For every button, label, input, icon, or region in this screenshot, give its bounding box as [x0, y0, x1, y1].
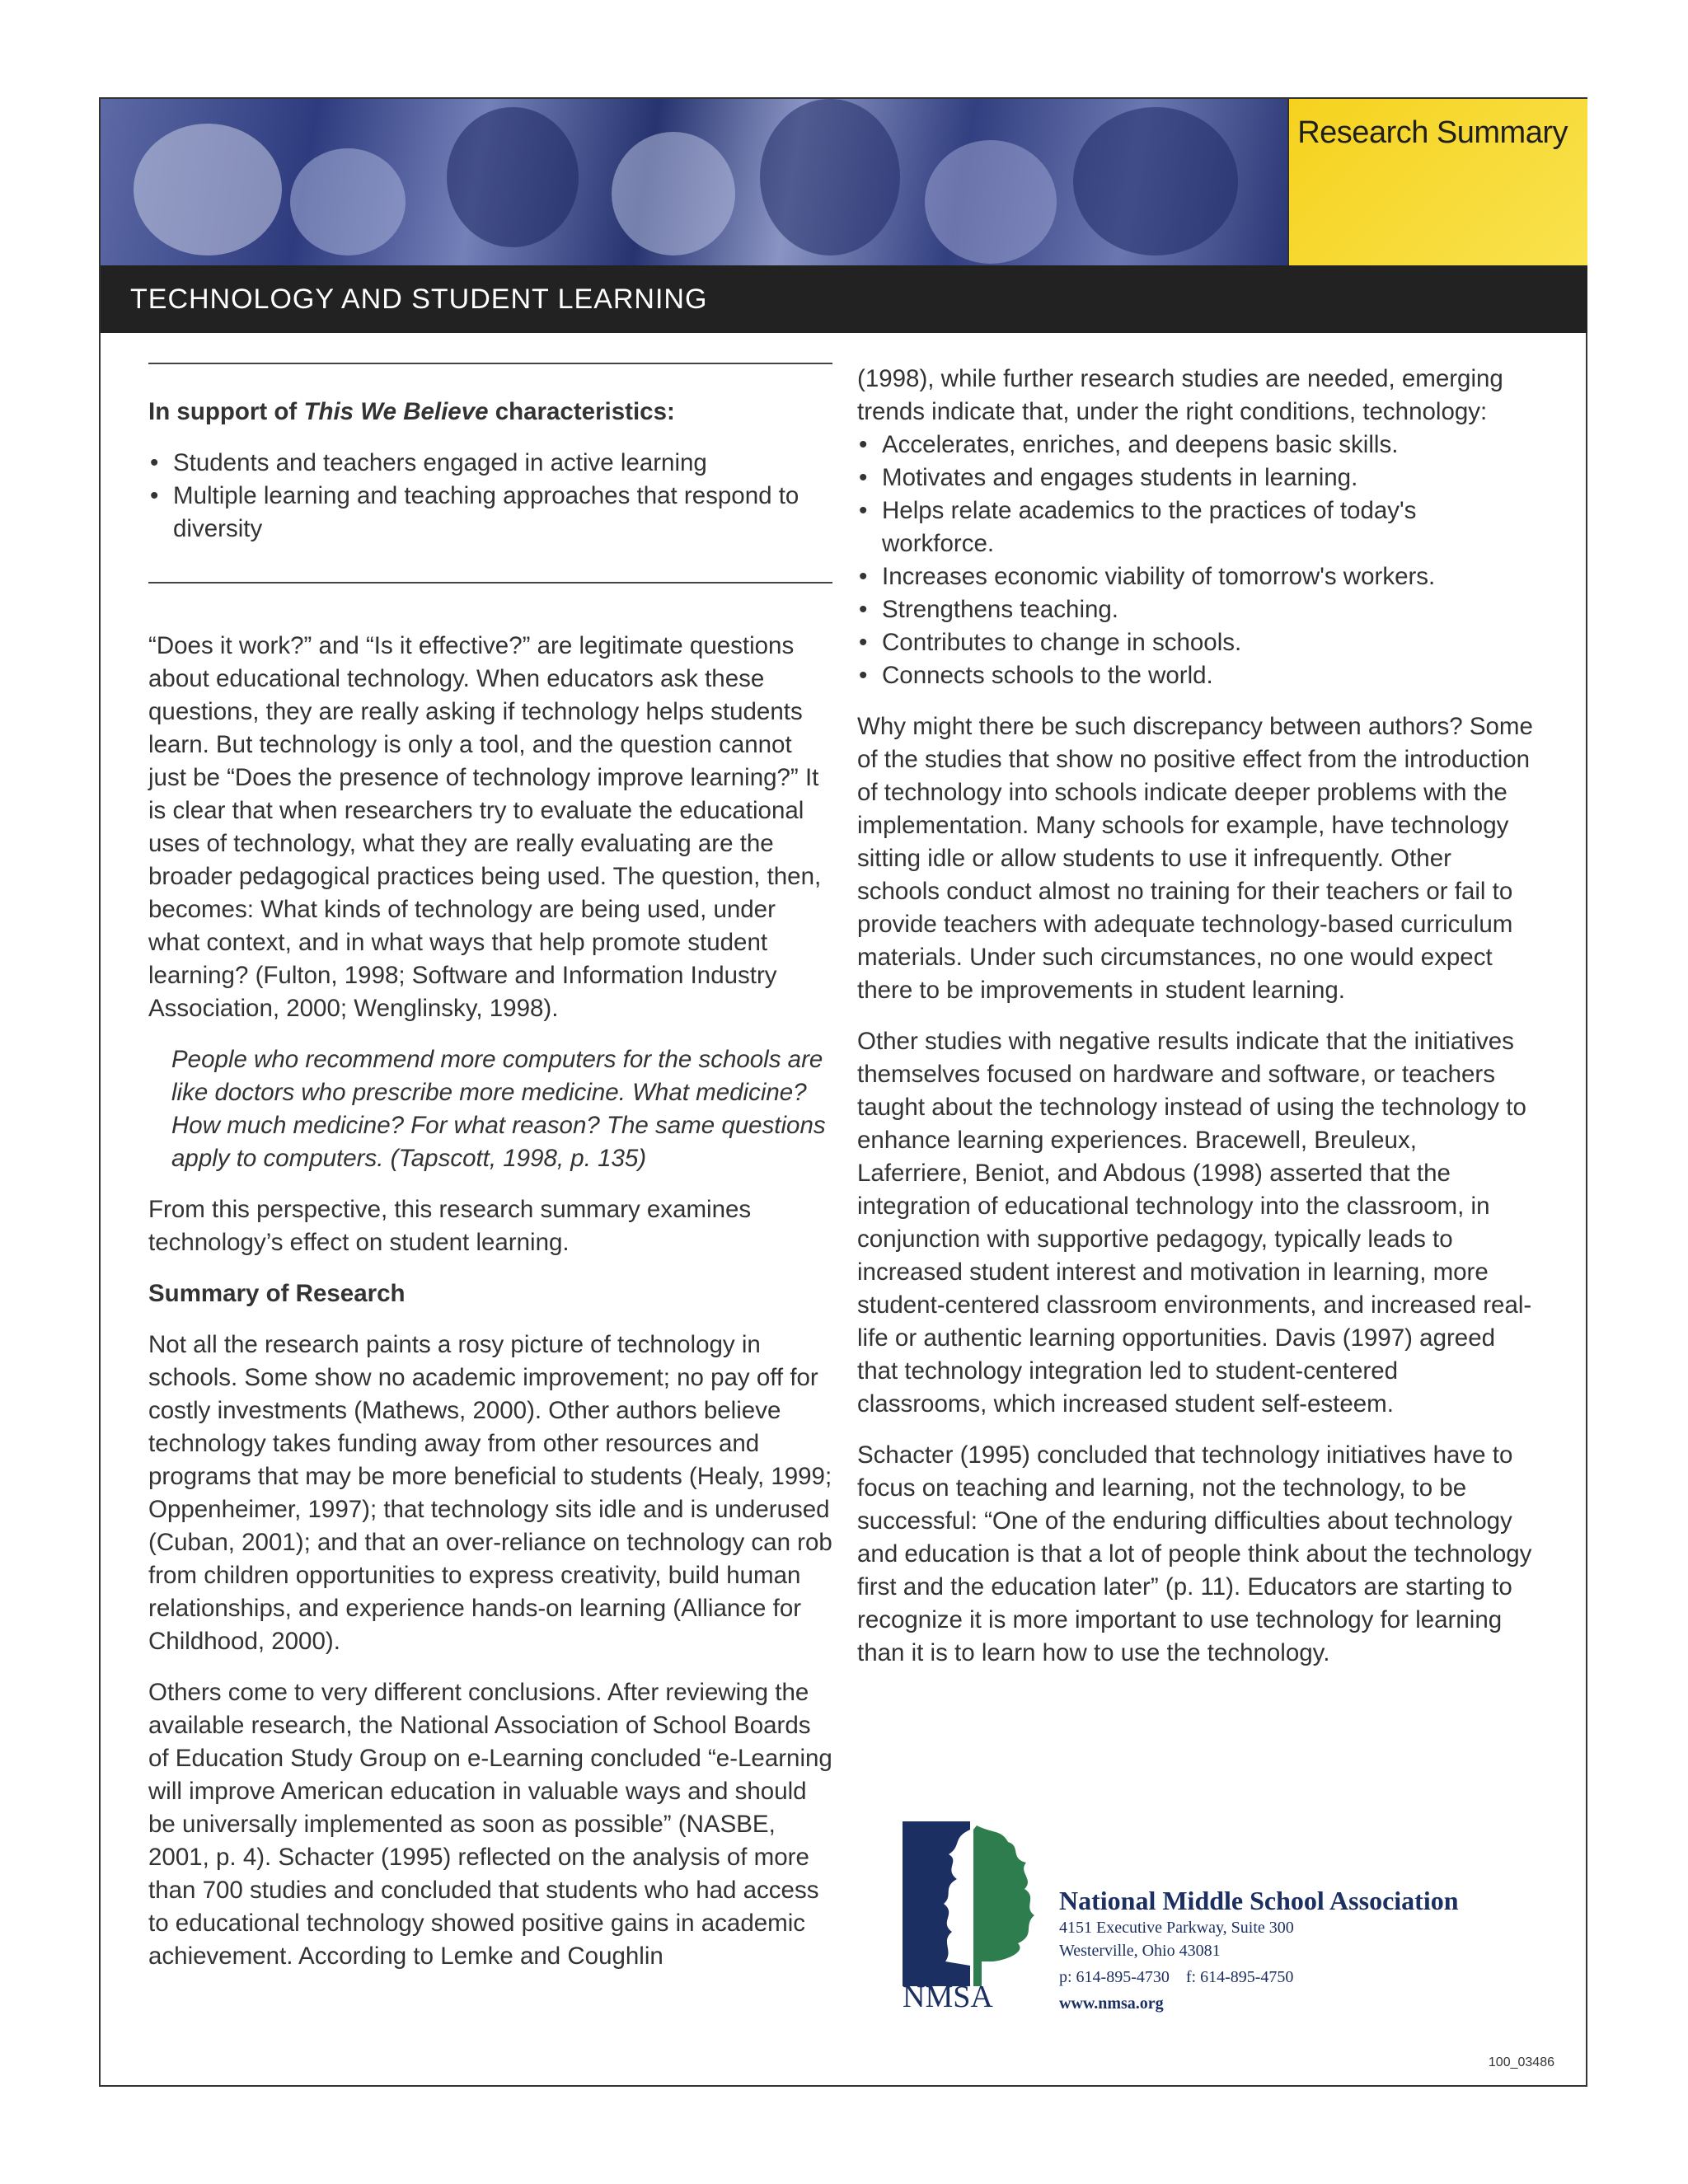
- address-line-2: Westerville, Ohio 43081: [1059, 1942, 1221, 1960]
- left-column: [148, 363, 832, 1991]
- benefits-list: [857, 429, 1533, 692]
- paragraph: Other studies with negative results indicate that the initiatives themselves focused on hardware and software, or teachers taught about the technology instead of using the technology to enhance learning experiences. Bracewell, Breuleux, Laferriere, Beniot, and Abdous (1998) asserted that the integration of educational technology into the classroom, in conjunction with supportive pedagogy, typically leads to increased student interest and motivation in learning, more student-centered classroom environments, and increased real-life or authentic learning opportunities. Davis (1997) agreed that technology integration led to student-centered classrooms, which increased student self-esteem.: [857, 1028, 1532, 1418]
- list-item: • Students and teachers engaged in active learning: [148, 447, 832, 480]
- support-box: [148, 364, 832, 582]
- list-item: • Motivates and engages students in learning.: [857, 462, 1533, 494]
- title-bar: [101, 265, 1587, 333]
- paragraph: Not all the research paints a rosy picture of technology in schools. Some show no academic improvement; no pay off for costly investments (Mathews, 2000). Other authors believe technology takes funding away from other resources and programs that may be more beneficial to students (Healy, 1999; Oppenheimer, 1997); that technology sits idle and is underused (Cuban, 2001); and that an over-reliance on technology can rob from children opportunities to express creativity, build human relationships, and experience hands-on learning (Alliance for Childhood, 2000).: [148, 1331, 832, 1655]
- address-line-1: 4151 Executive Parkway, Suite 300: [1059, 1919, 1294, 1937]
- support-heading: In support of This We Believe characteristics:: [148, 398, 675, 425]
- nmsa-tree-logo: [903, 1821, 1051, 2011]
- paragraph: “Does it work?” and “Is it effective?” are legitimate questions about educational technology. When educators ask these questions, they are really asking if technology helps students learn. But technology is only a tool, and the question cannot just be “Does the presence of technology improve learning?” It is clear that when researchers try to evaluate the educational uses of technology, what they are really evaluating are the broader pedagogical practices being used. The question, then, becomes: What kinds of technology are being used, under what context, and in what ways that help promote student learning? (Fulton, 1998; Software and Information Industry Association, 2000; Wenglinsky, 1998).: [148, 632, 822, 1022]
- list-item: • Contributes to change in schools.: [857, 626, 1533, 659]
- paragraph: Schacter (1995) concluded that technology initiatives have to focus on teaching and learning, not the technology, to be successful: “One of the enduring difficulties about technology and education is that a lot of people think about the technology first and the education later” (p. 11). Educators are starting to recognize it is more important to use technology for learning than it is to learn how to use the technology.: [857, 1441, 1532, 1666]
- list-item: • Helps relate academics to the practices of today's workforce.: [857, 494, 1533, 560]
- phone-fax: [1059, 1968, 1293, 1987]
- badge-label: Research Summary: [1297, 115, 1568, 150]
- list-item: • Multiple learning and teaching approaches that respond to diversity: [148, 480, 832, 546]
- page-title: TECHNOLOGY AND STUDENT LEARNING: [130, 283, 708, 315]
- list-item: • Increases economic viability of tomorrow's workers.: [857, 560, 1533, 593]
- document-number: 100_03486: [1488, 2055, 1554, 2069]
- right-column: [857, 363, 1533, 1688]
- website-link[interactable]: www.nmsa.org: [1059, 1994, 1164, 2013]
- support-list: [148, 447, 832, 546]
- fax-number: f: 614-895-4750: [1185, 1968, 1294, 1986]
- phone-number: p: 614-895-4730: [1059, 1968, 1170, 1986]
- list-item: • Strengthens teaching.: [857, 593, 1533, 626]
- svg-text:NMSA: NMSA: [903, 1980, 993, 2011]
- paragraph: Why might there be such discrepancy between authors? Some of the studies that show no positive effect from the introduction of technology into schools indicate deeper problems with the implementation. Many schools for example, have technology sitting idle or allow students to use it infrequently. Other schools conduct almost no training for their teachers or fail to provide teachers with adequate technology-based curriculum materials. Under such circumstances, no one would expect there to be improvements in student learning.: [857, 713, 1533, 1004]
- research-summary-badge: [1287, 99, 1587, 265]
- block-quote: People who recommend more computers for the schools are like doctors who prescribe more medicine. What medicine? How much medicine? For what reason? The same questions apply to computers. (Tapscott, 1998, p. 135): [171, 1046, 826, 1172]
- paragraph: Others come to very different conclusions. After reviewing the available research, the National Association of School Boards of Education Study Group on e-Learning concluded “e-Learning will improve American education in valuable ways and should be universally implemented as soon as possible” (NASBE, 2001, p. 4). Schacter (1995) reflected on the analysis of more than 700 studies and concluded that students who had access to educational technology showed positive gains in academic achievement. According to Lemke and Coughlin: [148, 1679, 832, 1970]
- divider-bottom: [148, 582, 832, 583]
- org-name: National Middle School Association: [1059, 1886, 1459, 1915]
- paragraph: (1998), while further research studies are needed, emerging trends indicate that, under the right conditions, technology:: [857, 365, 1503, 425]
- section-heading: Summary of Research: [148, 1280, 406, 1307]
- nmsa-footer: [903, 1821, 1562, 2011]
- list-item: • Connects schools to the world.: [857, 659, 1533, 692]
- list-item: • Accelerates, enriches, and deepens basic skills.: [857, 429, 1533, 462]
- paragraph: From this perspective, this research summary examines technology’s effect on student learning.: [148, 1196, 752, 1256]
- header-photo: [101, 99, 1287, 265]
